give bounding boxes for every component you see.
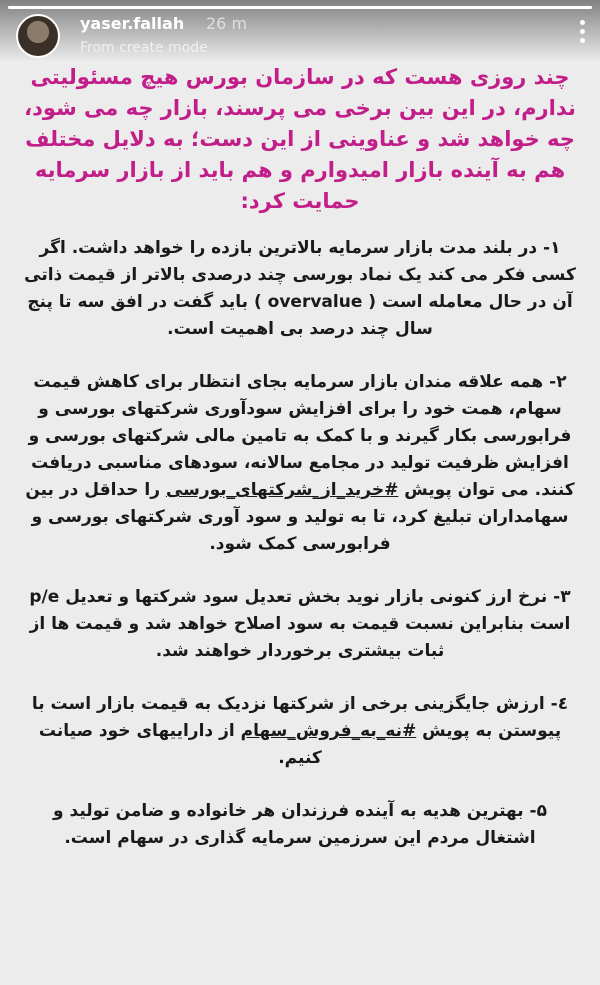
post-time: 26 m <box>206 14 248 33</box>
list-item <box>24 369 576 558</box>
avatar[interactable] <box>16 14 60 58</box>
item-text-before: ٤- ارزش جایگزینی برخی از شرکتها نزدیک به قیمت بازار است با پیوستن به پویش <box>31 694 569 741</box>
item-text-before: ۲- همه علاقه مندان بازار سرمایه بجای انتظار برای کاهش قیمت سهام، همت خود را برای افزایش سودآوری شرکتهای بورسی و فرابورسی بکار گیرند و با کمک به تامین مالی شرکتهای بورسی و افزایش ظرفیت تولید در مجامع سالانه، سودهای مناسبی دریافت کنند. می توان پویش <box>28 372 575 500</box>
item-text-after: را حداقل در بین سهامداران تبلیغ کرد، تا به تولید و سود آوری شرکتهای بورسی و فرابورسی کمک شود. <box>25 480 569 554</box>
more-vertical-icon[interactable] <box>578 20 586 46</box>
story-subtitle: From create mode <box>80 40 208 56</box>
hashtag-link[interactable]: #خرید_از_شرکتهای_بورسی <box>165 480 399 500</box>
item-text-after: از داراییهای خود صیانت کنیم. <box>38 721 322 768</box>
story-progress-bar <box>8 6 592 9</box>
story-progress-fill <box>8 6 592 9</box>
list-item: ۱- در بلند مدت بازار سرمایه بالاترین بازده را خواهد داشت. اگر کسی فکر می کند یک نماد بورسی چند درصدی بالاتر از قیمت ذاتی آن در حال معامله است ( overvalue ) باید گفت در افق سه تا پنج سال چند درصد بی اهمیت است. <box>24 238 576 339</box>
list-item: ۳- نرخ ارز کنونی بازار نوید بخش تعدیل سود شرکتها و تعدیل p/e است بنابراین نسبت قیمت به سود اصلاح خواهد شد و قیمت ها از ثبات بیشتری برخوردار خواهند شد. <box>29 587 571 661</box>
story-header <box>0 0 600 62</box>
list-item: ۵- بهترین هدیه به آینده فرزندان هر خانواده و ضامن تولید و اشتغال مردم این سرزمین سرمایه گذاری در سهام است. <box>53 801 547 848</box>
hashtag-link[interactable]: #نه_به_فروش_سهام <box>240 721 417 741</box>
story-text-content <box>24 62 576 985</box>
list-item <box>24 691 576 772</box>
username[interactable]: yaser.fallah <box>80 14 185 33</box>
intro-paragraph: چند روزی هست که در سازمان بورس هیچ مسئولیتی ندارم، در این بین برخی می پرسند، بازار چه می شود، چه خواهد شد و عناوینی از این دست؛ به دلایل مختلف هم به آینده بازار امیدوارم و هم باید از بازار سرمایه حمایت کرد: <box>24 65 576 213</box>
